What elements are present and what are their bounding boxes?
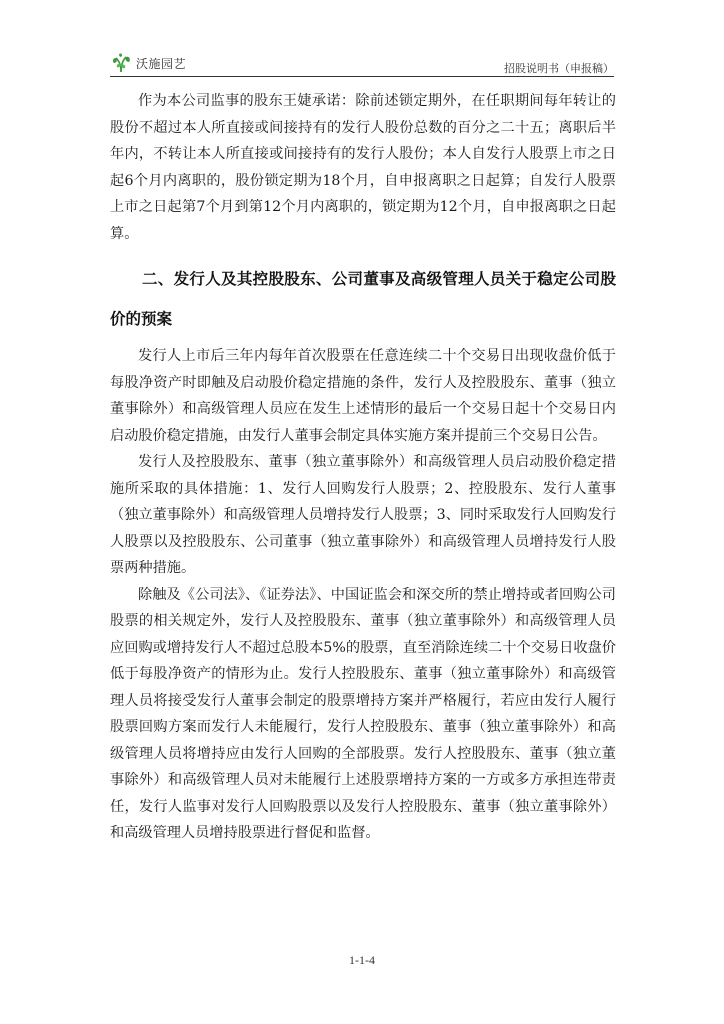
company-logo (110, 50, 186, 76)
page-number: 1-1-4 (349, 953, 375, 967)
header-divider (110, 76, 614, 77)
paragraph-supervisor-commitment: 作为本公司监事的股东王婕承诺：除前述锁定期外，在任职期间每年转让的股份不超过本人所直接或间接持有的发行人股份总数的百分之二十五；离职后半年内，不转让本人所直接或间接持有的发行人股份；本人自发行人股票上市之日起6个月内离职的，股份锁定期为18个月，自申报离职之日起算；自发行人股票上市之日起第7个月到第12个月内离职的，锁定期为12个月，自申报离职之日起算。 (110, 93, 616, 242)
section-title: 二、发行人及其控股股东、公司董事及高级管理人员关于稳定公司股价的预案 (110, 270, 616, 328)
document-title: 招股说明书（申报稿） (504, 62, 614, 75)
paragraph-trigger-conditions: 发行人上市后三年内每年首次股票在任意连续二十个交易日出现收盘价低于每股净资产时即触及启动股价稳定措施的条件，发行人及控股股东、董事（独立董事除外）和高级管理人员应在发生上述情形的最后一个交易日起十个交易日内启动股价稳定措施，由发行人董事会制定具体实施方案并提前三个交易日公告。 (110, 348, 616, 444)
paragraph-repurchase-obligations: 除触及《公司法》、《证券法》、中国证监会和深交所的禁止增持或者回购公司股票的相关规定外，发行人及控股股东、董事（独立董事除外）和高级管理人员应回购或增持发行人不超过总股本5%的股票，直至消除连续二十个交易日收盘价低于每股净资产的情形为止。发行人控股股东、董事（独立董事除外）和高级管理人员将接受发行人董事会制定的股票增持方案并严格履行，若应由发行人履行股票回购方案而发行人未能履行，发行人控股股东、董事（独立董事除外）和高级管理人员将增持应由发行人回购的全部股票。发行人控股股东、董事（独立董事除外）和高级管理人员对未能履行上述股票增持方案的一方或多方承担连带责任，发行人监事对发行人回购股票以及发行人控股股东、董事（独立董事除外）和高级管理人员增持股票进行督促和监督。 (110, 586, 616, 841)
page-body (110, 88, 616, 847)
logo-text: 沃施园艺 (136, 56, 187, 71)
paragraph-specific-measures: 发行人及控股股东、董事（独立董事除外）和高级管理人员启动股价稳定措施所采取的具体措施：1、发行人回购发行人股票；2、控股股东、发行人董事（独立董事除外）和高级管理人员增持发行人股票；3、同时采取发行人回购发行人股票以及控股股东、公司董事（独立董事除外）和高级管理人员增持发行人股票两种措施。 (110, 454, 616, 576)
page-header (110, 48, 614, 78)
sprout-logo-icon (110, 52, 132, 74)
